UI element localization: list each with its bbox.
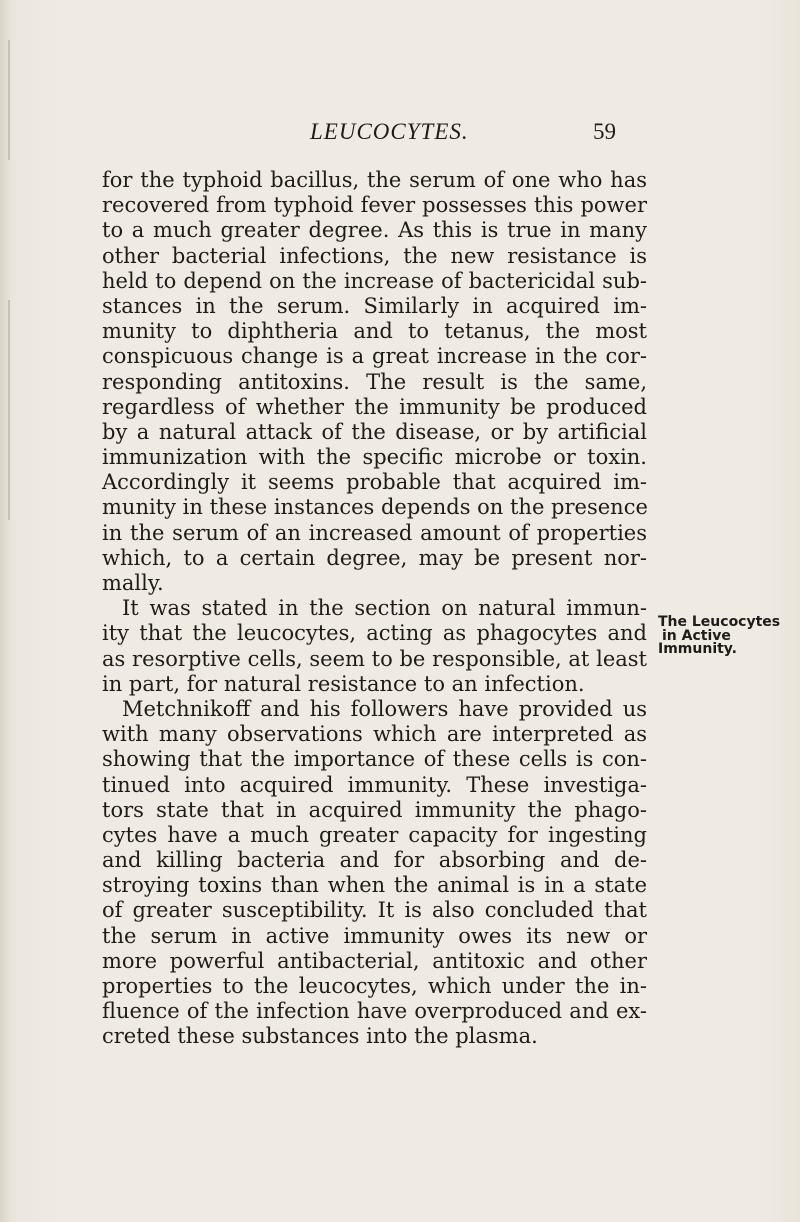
text-line: showing that the importance of these cells is con-	[102, 747, 647, 772]
text-line: creted these substances into the plasma.	[102, 1024, 538, 1049]
text-line: fluence of the infection have overproduced and ex-	[102, 999, 647, 1024]
text-line: more powerful antibacterial, antitoxic and other	[102, 948, 647, 973]
margin-note	[658, 616, 798, 657]
text-line: munity in these instances depends on the presence	[102, 495, 648, 520]
text-line: by a natural attack of the disease, or by artificial	[102, 419, 647, 444]
text-line: other bacterial infections, the new resistance is	[102, 243, 647, 268]
text-line: ity that the leucocytes, acting as phagocytes and	[102, 621, 647, 646]
page-edge-mark	[8, 300, 10, 520]
margin-note-line: in Active	[662, 627, 731, 644]
margin-note-line: Immunity.	[658, 641, 737, 657]
running-head	[0, 119, 800, 149]
running-title: LEUCOCYTES.	[310, 119, 469, 144]
text-line: conspicuous change is a great increase in the cor-	[102, 344, 647, 369]
text-line: properties to the leucocytes, which under the in-	[102, 974, 647, 998]
text-line: stroying toxins than when the animal is in a state	[102, 873, 647, 898]
text-line: cytes have a much greater capacity for ingesting	[102, 822, 647, 847]
text-line: of greater susceptibility. It is also concluded that	[102, 898, 647, 923]
text-line: Metchnikoff and his followers have provided us	[122, 696, 647, 721]
margin-note-line: The Leucocytes	[658, 614, 781, 630]
text-line: as resorptive cells, seem to be responsible, at least	[102, 646, 647, 671]
text-line: held to depend on the increase of bactericidal sub-	[102, 268, 647, 293]
text-line: the serum in active immunity owes its new or	[102, 923, 647, 948]
text-line: for the typhoid bacillus, the serum of one who has	[102, 168, 647, 192]
text-line: responding antitoxins. The result is the same,	[102, 369, 647, 394]
text-line: immunization with the specific microbe or toxin.	[102, 445, 647, 470]
text-line: with many observations which are interpreted as	[102, 722, 647, 747]
text-line: which, to a certain degree, may be present nor-	[102, 545, 647, 570]
body-text	[102, 168, 647, 1050]
text-line: tors state that in acquired immunity the phago-	[102, 797, 647, 822]
text-line: and killing bacteria and for absorbing and de-	[102, 848, 647, 873]
text-line: tinued into acquired immunity. These investiga-	[102, 772, 647, 797]
text-line: to a much greater degree. As this is true in many	[102, 218, 647, 243]
text-line: mally.	[102, 571, 164, 595]
text-line: recovered from typhoid fever possesses this power	[102, 193, 647, 218]
text-line: munity to diphtheria and to tetanus, the most	[102, 319, 647, 344]
text-line: Accordingly it seems probable that acquired im-	[102, 470, 647, 495]
page-number: 59	[593, 119, 616, 144]
text-line: stances in the serum. Similarly in acquired im-	[102, 293, 647, 318]
text-line: in the serum of an increased amount of properties	[102, 520, 647, 545]
text-line: in part, for natural resistance to an infection.	[102, 671, 585, 696]
text-line: It was stated in the section on natural immun-	[122, 596, 647, 621]
text-line: regardless of whether the immunity be produced	[102, 394, 647, 419]
